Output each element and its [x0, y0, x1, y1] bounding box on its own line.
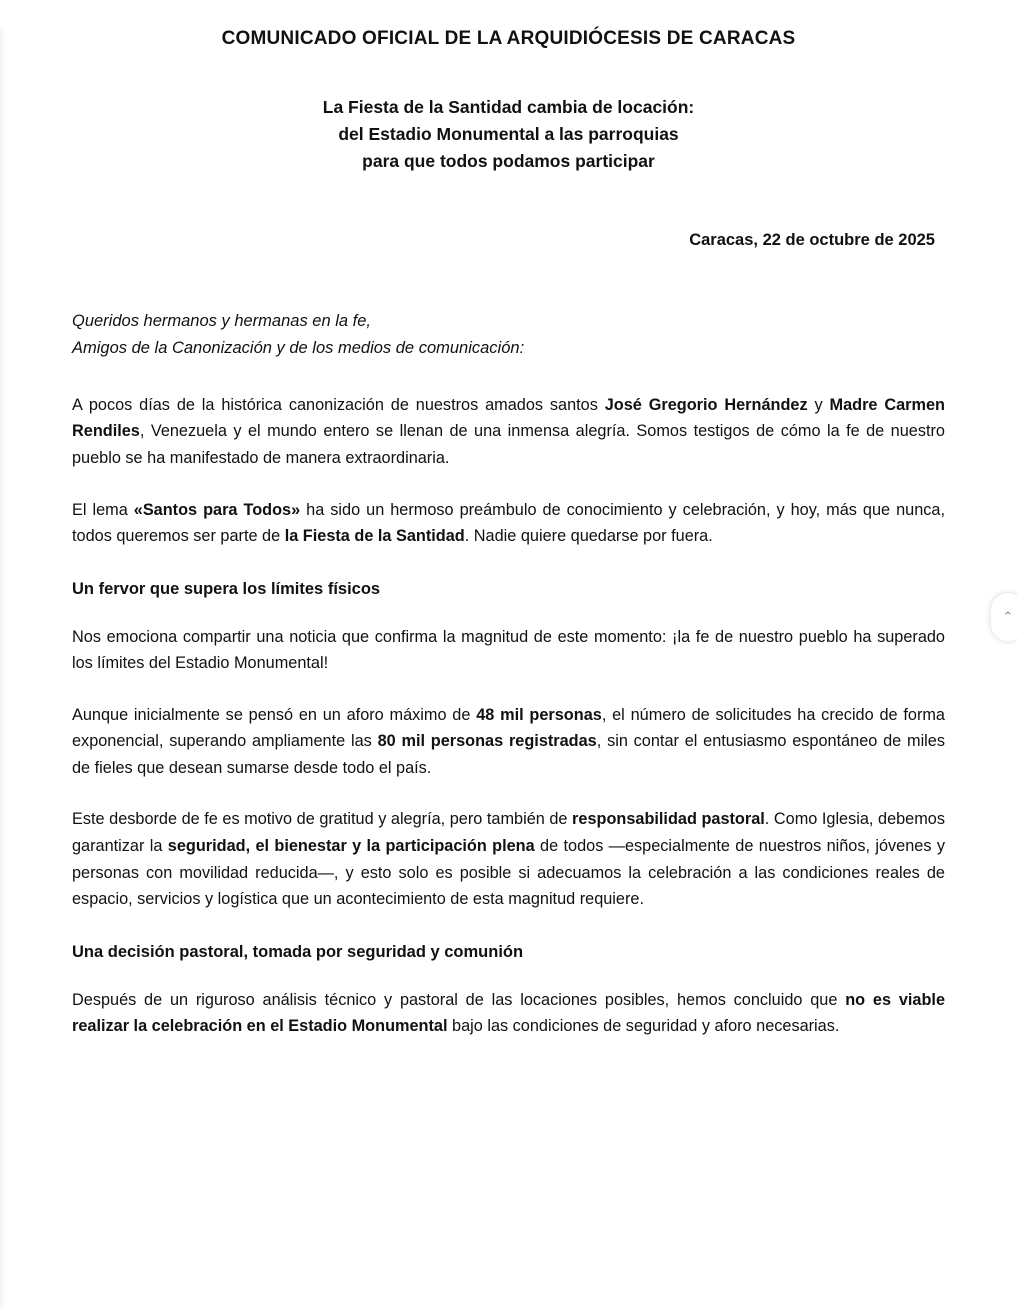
page-left-edge-shadow — [0, 28, 6, 1308]
emphasis-text: Madre Carmen Rendiles — [72, 395, 945, 441]
salutation — [72, 308, 945, 361]
document-subtitle — [72, 94, 945, 175]
body-text: Aunque inicialmente se pensó en un aforo máximo de — [72, 705, 477, 724]
emphasis-text: 80 mil personas registradas — [377, 732, 597, 751]
body-text: , el número de solicitudes ha crecido de forma exponencial, superando ampliamente las — [72, 705, 945, 751]
body-text: y — [807, 395, 830, 414]
paragraph — [72, 702, 945, 782]
body-text: bajo las condiciones de seguridad y aforo necesarias. — [447, 1017, 840, 1036]
salutation-line-1: Queridos hermanos y hermanas en la fe, — [72, 312, 371, 331]
subtitle-line-2: del Estadio Monumental a las parroquias — [338, 124, 679, 145]
emphasis-text: José Gregorio Hernández — [604, 395, 808, 414]
emphasis-text: «Santos para Todos» — [133, 500, 301, 519]
page-title: COMUNICADO OFICIAL DE LA ARQUIDIÓCESIS DE CARACAS — [221, 28, 796, 49]
paragraph — [72, 624, 945, 677]
emphasis-text: no es viable realizar la celebración en el Estadio Monumental — [72, 990, 945, 1036]
subtitle-line-3: para que todos podamos participar — [362, 151, 655, 172]
section-heading: Una decisión pastoral, tomada por seguridad y comunión — [72, 942, 524, 961]
body-text: A pocos días de la histórica canonización de nuestros amados santos — [72, 395, 605, 414]
emphasis-text: seguridad, el bienestar y la participación plena — [167, 837, 535, 855]
paragraph — [72, 806, 945, 912]
body-text: ha sido un hermoso preámbulo de conocimiento y celebración, y hoy, más que nunca, todos queremos ser parte de — [72, 500, 945, 546]
document-page — [0, 28, 1017, 1308]
salutation-line-2: Amigos de la Canonización y de los medios de comunicación: — [72, 339, 525, 358]
scroll-indicator[interactable]: ⌃ — [991, 593, 1017, 641]
body-text: . Como Iglesia, debemos garantizar la — [72, 810, 945, 855]
subtitle-line-1: La Fiesta de la Santidad cambia de locación: — [322, 97, 695, 117]
dateline: Caracas, 22 de octubre de 2025 — [689, 231, 935, 250]
section-heading: Un fervor que supera los límites físicos — [72, 579, 381, 598]
body-text: . Nadie quiere quedarse por fuera. — [464, 527, 713, 546]
body-text: Después de un riguroso análisis técnico y pastoral de las locaciones posibles, hemos concluido que — [72, 990, 846, 1009]
paragraph — [72, 497, 945, 550]
paragraph — [72, 392, 945, 472]
body-text: El lema — [72, 500, 134, 519]
body-text: Nos emociona compartir una noticia que confirma la magnitud de este momento: ¡la fe de nuestro pueblo ha superado los límites del Estadio Monumental! — [72, 627, 945, 673]
body-text: , Venezuela y el mundo entero se llenan de una inmensa alegría. Somos testigos de cómo la fe de nuestro pueblo se ha manifestado de manera extraordinaria. — [72, 422, 945, 467]
body-text: , sin contar el entusiasmo espontáneo de miles de fieles que desean sumarse desde todo el país. — [72, 732, 945, 777]
emphasis-text: 48 mil personas — [476, 705, 602, 724]
emphasis-text: responsabilidad pastoral — [572, 810, 765, 829]
paragraph — [72, 987, 945, 1040]
body-text: Este desborde de fe es motivo de gratitud y alegría, pero también de — [72, 810, 573, 829]
emphasis-text: la Fiesta de la Santidad — [284, 527, 465, 546]
body-text: de todos —especialmente de nuestros niños, jóvenes y personas con movilidad reducida—, y esto solo es posible si adecuamos la celebración a las condiciones reales de espacio, servicios y logística que un acontecimiento de esta magnitud requiere. — [72, 837, 945, 909]
